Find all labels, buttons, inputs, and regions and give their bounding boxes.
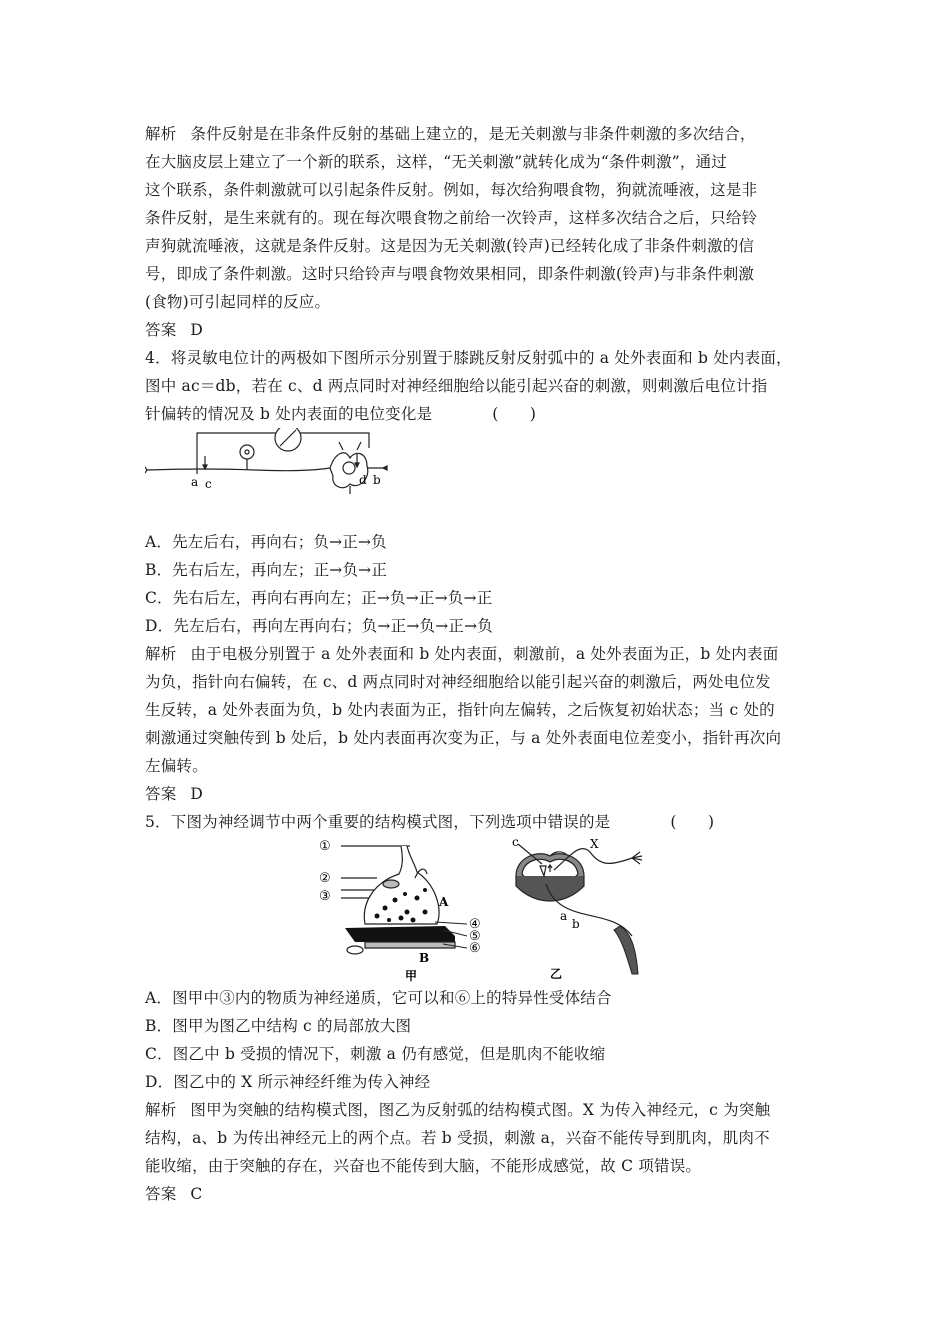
q5-analysis-line: 解析 图甲为突触的结构模式图，图乙为反射弧的结构模式图。X 为传入神经元，c 为突触 — [145, 1101, 771, 1119]
q5-analysis-line: 能收缩，由于突触的存在，兴奋也不能传到大脑，不能形成感觉，故 C 项错误。 — [145, 1157, 702, 1175]
answer-value: D — [190, 321, 204, 339]
q5-answer — [145, 1180, 805, 1208]
q3-analysis-line: 这个联系，条件刺激就可以引起条件反射。例如，每次给狗喂食物，狗就流唾液，这是非 — [145, 181, 758, 199]
synapse-diagram — [315, 838, 490, 984]
fig-label-A: A — [439, 895, 449, 909]
fig-label-b-2: b — [572, 917, 580, 931]
fig-caption-jia: 甲 — [405, 969, 418, 983]
answer-paren: ( ) — [492, 405, 537, 423]
q3-answer — [145, 316, 805, 344]
fig-label-3: ③ — [319, 889, 331, 904]
q4-option-a: A．先左后右，再向右；负→正→负 — [145, 533, 387, 551]
fig-label-a-2: a — [560, 909, 568, 923]
q4-analysis-line: 刺激通过突触传到 b 处后，b 处内表面再次变为正，与 a 处外表面电位差变小，指针再次向 — [145, 729, 782, 747]
q4-analysis-line: 生反转，a 处外表面为负，b 处内表面为正，指针向左偏转，之后恢复初始状态；当 c 处的 — [145, 701, 775, 719]
q4-analysis-line: 为负，指针向右偏转，在 c、d 两点同时对神经细胞给以能引起兴奋的刺激后，两处电位发 — [145, 673, 771, 691]
fig-label-d: d — [359, 473, 367, 487]
answer-value: D — [190, 785, 204, 803]
answer-label: 答案 — [145, 321, 177, 339]
q4-analysis-line: 左偏转。 — [145, 757, 208, 775]
q5-analysis-line: 结构，a、b 为传出神经元上的两个点。若 b 受损，刺激 a，兴奋不能传导到肌肉，肌肉不 — [145, 1129, 770, 1147]
q4-analysis-line: 解析 由于电极分别置于 a 处外表面和 b 处内表面，刺激前，a 处外表面为正，b 处内表面 — [145, 645, 779, 663]
q5-figure — [145, 836, 805, 984]
q4-option-c: C．先右后左，再向右再向左；正→负→正→负→正 — [145, 589, 493, 607]
fig-label-4: ④ — [469, 917, 481, 932]
answer-label: 答案 — [145, 1185, 177, 1203]
fig-label-a: a — [191, 475, 199, 489]
answer-value: C — [190, 1185, 203, 1203]
fig-label-c-2: c — [512, 836, 519, 849]
fig-label-1: ① — [319, 839, 331, 854]
q4-option-d: D．先左后右，再向左再向右；负→正→负→正→负 — [145, 617, 493, 635]
q3-analysis-line: (食物)可引起同样的反应。 — [145, 293, 331, 311]
fig-label-c: c — [205, 477, 212, 491]
fig-label-B: B — [419, 951, 430, 965]
q4-stem-line: 针偏转的情况及 b 处内表面的电位变化是 ( ) — [145, 400, 805, 428]
analysis-label: 解析 — [145, 1101, 177, 1119]
q5-option-a: A．图甲中③内的物质为神经递质，它可以和⑥上的特异性受体结合 — [145, 989, 612, 1007]
reflex-arc-diagram — [145, 428, 405, 528]
q4-stem-line: 图中 ac＝db，若在 c、d 两点同时对神经细胞给以能引起兴奋的刺激，则刺激后电位计指 — [145, 377, 768, 395]
fig-label-X: X — [590, 837, 599, 851]
q4-stem-line: 4．将灵敏电位计的两极如下图所示分别置于膝跳反射反射弧中的 a 处外表面和 b 处内表面， — [145, 349, 792, 367]
fig-label-2: ② — [319, 871, 331, 886]
fig-caption-yi: 乙 — [550, 967, 563, 981]
analysis-label: 解析 — [145, 645, 177, 663]
answer-paren: ( ) — [670, 813, 715, 831]
answer-label: 答案 — [145, 785, 177, 803]
fig-label-b: b — [373, 473, 381, 487]
q5-option-b: B．图甲为图乙中结构 c 的局部放大图 — [145, 1017, 412, 1035]
q3-analysis-line: 在大脑皮层上建立了一个新的联系，这样，“无关刺激”就转化成为“条件刺激”，通过 — [145, 153, 727, 171]
q4-answer — [145, 780, 805, 808]
analysis-label: 解析 — [145, 125, 177, 143]
document-page — [145, 120, 805, 1208]
q5-option-d: D．图乙中的 X 所示神经纤维为传入神经 — [145, 1073, 431, 1091]
q3-analysis-line: 号，即成了条件刺激。这时只给铃声与喂食物效果相同，即条件刺激(铃声)与非条件刺激 — [145, 265, 755, 283]
q5-stem: 5．下图为神经调节中两个重要的结构模式图，下列选项中错误的是 ( ) — [145, 808, 805, 836]
q5-option-c: C．图乙中 b 受损的情况下，刺激 a 仍有感觉，但是肌肉不能收缩 — [145, 1045, 606, 1063]
q3-analysis-line: 解析 条件反射是在非条件反射的基础上建立的，是无关刺激与非条件刺激的多次结合， — [145, 125, 756, 143]
q4-option-b: B．先右后左，再向左；正→负→正 — [145, 561, 388, 579]
q4-reflex-arc-figure — [145, 428, 805, 528]
reflex-arc-diagram-2 — [510, 836, 670, 982]
fig-label-6: ⑥ — [469, 941, 481, 956]
fig-label-5: ⑤ — [469, 929, 481, 944]
q3-analysis-line: 条件反射，是生来就有的。现在每次喂食物之前给一次铃声，这样多次结合之后，只给铃 — [145, 209, 758, 227]
q3-analysis-line: 声狗就流唾液，这就是条件反射。这是因为无关刺激(铃声)已经转化成了非条件刺激的信 — [145, 237, 755, 255]
